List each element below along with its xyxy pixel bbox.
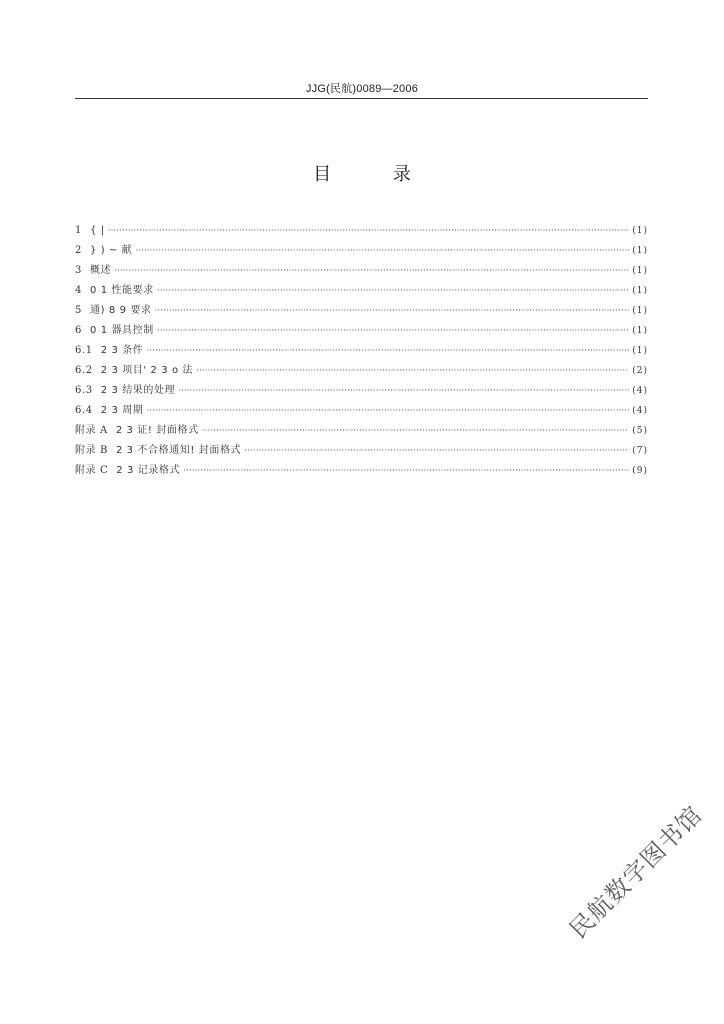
toc-entry-page: (9) xyxy=(632,466,648,476)
table-of-contents xyxy=(75,221,648,481)
toc-entry-number: 附录 B xyxy=(75,445,108,456)
toc-entry[interactable] xyxy=(75,261,648,281)
toc-entry-number: 6.2 xyxy=(75,365,93,376)
toc-dot-leader xyxy=(178,381,629,401)
toc-entry-number: 6.3 xyxy=(75,385,93,396)
toc-dot-leader xyxy=(157,281,629,301)
toc-entry-page: (1) xyxy=(632,266,648,276)
toc-entry-number: 1 xyxy=(75,225,82,236)
toc-dot-leader xyxy=(244,441,629,461)
toc-entry-page: (1) xyxy=(632,286,648,296)
toc-dot-leader xyxy=(183,461,629,481)
toc-dot-leader xyxy=(146,401,629,421)
toc-entry-label: 0 1 性能要求 xyxy=(89,285,154,296)
toc-dot-leader xyxy=(108,221,630,241)
toc-entry-number: 2 xyxy=(75,245,82,256)
toc-entry-label: 2 3 条件 xyxy=(100,345,144,356)
toc-dot-leader xyxy=(135,241,629,261)
toc-entry[interactable] xyxy=(75,441,648,461)
toc-entry-page: (1) xyxy=(632,246,648,256)
toc-entry-page: (1) xyxy=(632,346,648,356)
toc-entry-label: { | xyxy=(89,225,105,236)
toc-entry-page: (4) xyxy=(632,386,648,396)
toc-entry-label: 2 3 记录格式 xyxy=(116,465,181,476)
toc-entry-label: 2 3 证! 封面格式 xyxy=(115,425,199,436)
toc-entry[interactable] xyxy=(75,401,648,421)
toc-entry-page: (7) xyxy=(632,446,648,456)
toc-entry-label: 通) 8 9 要求 xyxy=(89,305,152,316)
toc-entry-page: (1) xyxy=(632,226,648,236)
toc-entry[interactable] xyxy=(75,361,648,381)
toc-dot-leader xyxy=(202,421,630,441)
toc-entry-label: 概述 xyxy=(89,265,112,276)
toc-entry-number: 4 xyxy=(75,285,82,296)
header-divider xyxy=(75,98,648,99)
library-watermark: 民航数字图书馆 xyxy=(564,800,708,945)
toc-dot-leader xyxy=(196,361,629,381)
toc-dot-leader xyxy=(114,261,629,281)
toc-entry-page: (5) xyxy=(632,426,648,436)
toc-entry[interactable] xyxy=(75,321,648,341)
toc-entry-page: (1) xyxy=(632,326,648,336)
toc-dot-leader xyxy=(155,301,630,321)
toc-title: 目 录 xyxy=(313,164,439,185)
page-header-standard-code: JJG(民航)0089—2006 xyxy=(305,83,419,95)
toc-entry[interactable] xyxy=(75,381,648,401)
toc-dot-leader xyxy=(146,341,629,361)
toc-entry-number: 5 xyxy=(75,305,82,316)
toc-entry-label: 2 3 不合格通知! 封面格式 xyxy=(115,445,242,456)
toc-entry-number: 6.4 xyxy=(75,405,93,416)
toc-entry-page: (1) xyxy=(632,306,648,316)
toc-entry-label: 0 1 器具控制 xyxy=(89,325,154,336)
toc-entry[interactable] xyxy=(75,461,648,481)
toc-entry[interactable] xyxy=(75,241,648,261)
toc-entry-label: 2 3 项目' 2 3 o 法 xyxy=(100,365,194,376)
toc-entry-number: 附录 A xyxy=(75,425,108,436)
toc-entry[interactable] xyxy=(75,301,648,321)
toc-entry-number: 6 xyxy=(75,325,82,336)
toc-entry-number: 附录 C xyxy=(75,465,109,476)
toc-entry-page: (4) xyxy=(632,406,648,416)
toc-entry-page: (2) xyxy=(632,366,648,376)
toc-entry-label: } ) ~ 献 xyxy=(89,245,133,256)
toc-entry[interactable] xyxy=(75,341,648,361)
toc-dot-leader xyxy=(157,321,629,341)
toc-entry[interactable] xyxy=(75,421,648,441)
toc-entry[interactable] xyxy=(75,221,648,241)
toc-entry-label: 2 3 周期 xyxy=(100,405,144,416)
toc-entry[interactable] xyxy=(75,281,648,301)
toc-entry-number: 3 xyxy=(75,265,82,276)
toc-entry-label: 2 3 结果的处理 xyxy=(100,385,176,396)
toc-entry-number: 6.1 xyxy=(75,345,93,356)
